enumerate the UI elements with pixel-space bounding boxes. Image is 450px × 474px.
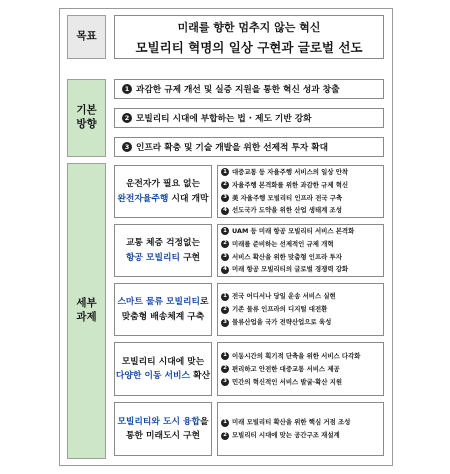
task-details-box bbox=[217, 224, 384, 277]
task-title-rest: 구현 bbox=[180, 252, 201, 263]
task-details-box bbox=[217, 165, 384, 218]
task-title-box bbox=[114, 283, 212, 336]
task-detail-text: 이동시간의 획기적 단축을 위한 서비스 다각화 bbox=[232, 351, 361, 360]
task-title-box bbox=[114, 224, 212, 277]
number-badge-icon: 2 bbox=[221, 432, 229, 440]
task-title-highlight: 완전자율주행 bbox=[117, 193, 169, 204]
task-detail-text: 전국 어디서나 당일 운송 서비스 실현 bbox=[232, 292, 336, 301]
task-detail-item bbox=[221, 290, 383, 303]
basic-direction-text: 과감한 규제 개선 및 실증 지원을 통한 혁신 성과 창출 bbox=[136, 85, 340, 95]
task-title-highlight: 모빌리티와 도시 융합 bbox=[117, 416, 201, 427]
basic-label-line1: 기본 bbox=[76, 104, 97, 117]
task-detail-item bbox=[221, 376, 383, 389]
task-detail-item bbox=[221, 225, 383, 238]
task-detail-text: 물류산업을 국가 전략산업으로 육성 bbox=[232, 318, 332, 327]
task-detail-item bbox=[221, 179, 383, 192]
task-title-highlight: 항공 모빌리티 bbox=[125, 252, 180, 263]
task-detail-text: 선도국가 도약을 위한 산업 생태계 조성 bbox=[232, 206, 342, 215]
basic-direction-item bbox=[114, 108, 384, 128]
number-badge-icon: 1 bbox=[221, 419, 229, 427]
task-title-line bbox=[117, 415, 208, 430]
task-detail-item bbox=[221, 303, 383, 316]
task-title-highlight: 스마트 물류 모빌리티 bbox=[117, 297, 201, 307]
task-title-line: 맞춤형 배송체계 구축 bbox=[121, 311, 205, 322]
task-title-line bbox=[126, 251, 200, 266]
basic-direction-text: 인프라 확충 및 기술 개발을 위한 선제적 투자 확대 bbox=[136, 143, 329, 153]
tasks-label-line2: 과제 bbox=[76, 311, 97, 323]
task-title-line: 모빌리티 시대에 맞는 bbox=[121, 356, 205, 367]
number-badge-icon: 3 bbox=[221, 253, 229, 261]
task-detail-item bbox=[221, 192, 383, 205]
tasks-label-line1: 세부 bbox=[76, 297, 97, 310]
basic-direction-item bbox=[114, 79, 384, 99]
task-title-line bbox=[117, 295, 208, 310]
number-badge-icon: 4 bbox=[221, 207, 229, 215]
number-badge-icon: 2 bbox=[221, 365, 229, 373]
task-detail-text: 美 자율주행 모빌리티 인프라 전국 구축 bbox=[232, 193, 343, 202]
basic-direction-item bbox=[114, 137, 384, 157]
task-title-box bbox=[114, 342, 212, 396]
goal-vision-box bbox=[114, 15, 384, 59]
task-detail-text: 미래 모빌리티 확산을 위한 핵심 거점 조성 bbox=[232, 418, 351, 427]
number-badge-icon: 3 bbox=[221, 194, 229, 202]
number-badge-icon: 3 bbox=[122, 142, 132, 152]
task-title-rest: 로 bbox=[200, 297, 209, 307]
task-detail-text: 대중교통 등 자율주행 서비스의 일상 안착 bbox=[232, 168, 349, 177]
number-badge-icon: 2 bbox=[122, 113, 132, 123]
task-details-box bbox=[217, 283, 384, 336]
task-detail-text: 편리하고 안전한 대중교통 서비스 제공 bbox=[232, 364, 340, 373]
goal-line2: 모빌리티 혁명의 일상 구현과 글로벌 선도 bbox=[135, 39, 363, 55]
number-badge-icon: 1 bbox=[221, 293, 229, 301]
task-detail-item bbox=[221, 238, 383, 251]
number-badge-icon: 2 bbox=[221, 181, 229, 189]
detailed-tasks-label bbox=[67, 163, 106, 459]
task-title-line: 운전자가 필요 없는 bbox=[125, 179, 201, 189]
task-title-line bbox=[117, 192, 208, 207]
task-detail-item bbox=[221, 263, 383, 276]
number-badge-icon: 2 bbox=[221, 306, 229, 314]
number-badge-icon: 1 bbox=[122, 84, 132, 94]
number-badge-icon: 1 bbox=[221, 227, 229, 235]
goal-label-text: 목표 bbox=[76, 30, 97, 43]
number-badge-icon: 1 bbox=[221, 352, 229, 360]
basic-direction-label bbox=[67, 79, 106, 157]
task-detail-item bbox=[221, 316, 383, 329]
goal-label bbox=[67, 15, 106, 59]
number-badge-icon: 1 bbox=[221, 168, 229, 176]
number-badge-icon: 4 bbox=[221, 266, 229, 274]
task-title-line: 통한 미래도시 구현 bbox=[125, 431, 201, 441]
task-details-box bbox=[217, 342, 384, 396]
task-detail-text: 자율주행 본격화를 위한 과감한 규제 혁신 bbox=[232, 180, 349, 189]
task-title-rest: 확산 bbox=[190, 371, 211, 381]
task-detail-text: 기존 물류 인프라의 디지털 대전환 bbox=[232, 305, 328, 314]
task-detail-item bbox=[221, 350, 383, 363]
task-detail-item bbox=[221, 204, 383, 217]
task-detail-text: 민간의 혁신적인 서비스 발굴·확산 지원 bbox=[232, 377, 343, 386]
basic-label-line2: 방향 bbox=[76, 118, 97, 130]
task-title-box bbox=[114, 165, 212, 218]
basic-direction-text: 모빌리티 시대에 부합하는 법 · 제도 기반 강화 bbox=[136, 114, 312, 124]
task-detail-text: UAM 등 미래 항공 모빌리티 서비스 본격화 bbox=[232, 227, 355, 236]
task-details-box bbox=[217, 402, 384, 456]
number-badge-icon: 3 bbox=[221, 378, 229, 386]
number-badge-icon: 2 bbox=[221, 240, 229, 248]
task-title-highlight: 다양한 이동 서비스 bbox=[115, 371, 191, 381]
task-detail-text: 미래 항공 모빌리티의 글로벌 경쟁력 강화 bbox=[232, 265, 349, 274]
task-title-box bbox=[114, 402, 212, 456]
task-title-line bbox=[116, 369, 210, 384]
task-title-rest: 시대 개막 bbox=[168, 193, 209, 204]
task-detail-text: 서비스 확산을 위한 맞춤형 인프라 투자 bbox=[232, 252, 342, 261]
task-detail-item bbox=[221, 166, 383, 179]
goal-line1: 미래를 향한 멈추지 않는 혁신 bbox=[177, 20, 321, 34]
task-detail-item bbox=[221, 363, 383, 376]
task-detail-item bbox=[221, 416, 383, 429]
task-detail-text: 미래를 준비하는 선제적인 규제 개혁 bbox=[232, 239, 334, 248]
task-detail-text: 모빌리티 시대에 맞는 공간구조 재설계 bbox=[232, 431, 340, 440]
number-badge-icon: 3 bbox=[221, 319, 229, 327]
task-title-rest: 을 bbox=[200, 416, 209, 427]
task-title-line: 교통 체증 걱정없는 bbox=[125, 238, 201, 248]
task-detail-item bbox=[221, 251, 383, 264]
task-detail-item bbox=[221, 429, 383, 442]
